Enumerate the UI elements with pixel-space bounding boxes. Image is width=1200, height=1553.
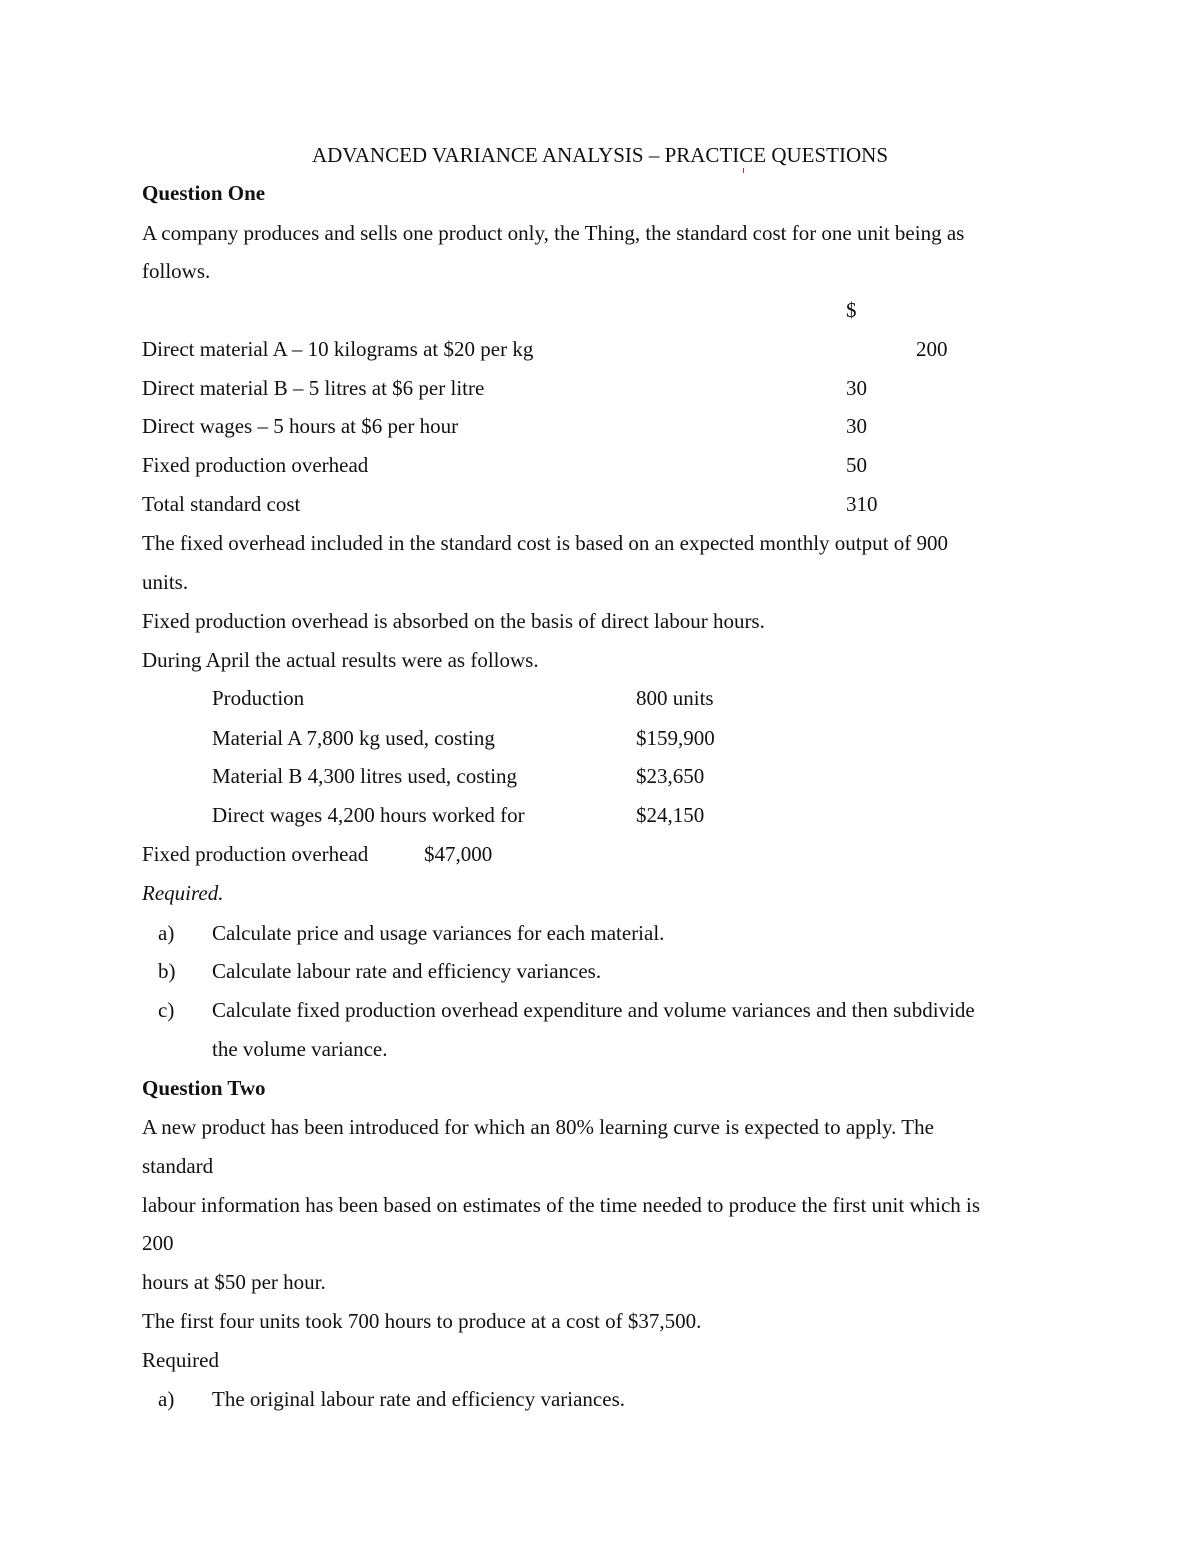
- cost-row-value: 30: [846, 376, 867, 400]
- cost-row-value: 30: [846, 414, 867, 438]
- q2-text-line: The first four units took 700 hours to produce at a cost of $37,500.: [142, 1309, 702, 1333]
- list-item: The original labour rate and efficiency variances.: [212, 1387, 625, 1411]
- q1-required-label: Required.: [142, 881, 224, 905]
- q2-text-line: 200: [142, 1231, 174, 1255]
- spelling-mark: [743, 168, 744, 173]
- cost-row-value: 50: [846, 453, 867, 477]
- cost-row-label: Direct material B – 5 litres at $6 per litre: [142, 376, 485, 400]
- absorbed-line: Fixed production overhead is absorbed on the basis of direct labour hours.: [142, 609, 765, 633]
- actual-row-label: Material A 7,800 kg used, costing: [212, 726, 495, 750]
- list-item: Calculate labour rate and efficiency variances.: [212, 959, 602, 983]
- question-one-heading: Question One: [142, 181, 266, 205]
- q2-text-line: labour information has been based on estimates of the time needed to produce the first unit which is: [142, 1193, 981, 1217]
- actual-row-value: $24,150: [636, 803, 705, 827]
- fixed-overhead-label: Fixed production overhead: [142, 842, 369, 866]
- list-letter: a): [158, 1387, 175, 1411]
- q2-text-line: hours at $50 per hour.: [142, 1270, 326, 1294]
- april-line: During April the actual results were as follows.: [142, 648, 539, 672]
- list-item: Calculate price and usage variances for each material.: [212, 921, 665, 945]
- cost-row-label: Total standard cost: [142, 492, 301, 516]
- q1-intro-line-2: follows.: [142, 259, 211, 283]
- cost-row-label: Direct wages – 5 hours at $6 per hour: [142, 414, 459, 438]
- q2-text-line: standard: [142, 1154, 214, 1178]
- page-title: ADVANCED VARIANCE ANALYSIS – PRACTICE QUESTIONS: [311, 143, 889, 167]
- actual-row-value: $159,900: [636, 726, 715, 750]
- cost-row-value: 310: [846, 492, 878, 516]
- actual-row-value: $23,650: [636, 764, 705, 788]
- list-item-continuation: the volume variance.: [212, 1037, 388, 1061]
- actual-row-label: Direct wages 4,200 hours worked for: [212, 803, 525, 827]
- fixed-overhead-value: $47,000: [424, 842, 493, 866]
- actual-row-label: Material B 4,300 litres used, costing: [212, 764, 518, 788]
- currency-header: $: [846, 298, 857, 322]
- cost-row-label: Fixed production overhead: [142, 453, 369, 477]
- overhead-line-2: units.: [142, 570, 189, 594]
- q1-intro-line-1: A company produces and sells one product only, the Thing, the standard cost for one unit being as: [142, 221, 965, 245]
- q2-required-label: Required: [142, 1348, 219, 1372]
- q2-text-line: A new product has been introduced for which an 80% learning curve is expected to apply. The: [142, 1115, 934, 1139]
- list-letter: c): [158, 998, 175, 1022]
- list-letter: a): [158, 921, 175, 945]
- actual-row-label: Production: [212, 686, 305, 710]
- overhead-line-1: The fixed overhead included in the standard cost is based on an expected monthly output of 900: [142, 531, 948, 555]
- question-two-heading: Question Two: [142, 1076, 266, 1100]
- cost-row-label: Direct material A – 10 kilograms at $20 per kg: [142, 337, 534, 361]
- cost-row-value: 200: [916, 337, 948, 361]
- list-letter: b): [158, 959, 176, 983]
- list-item: Calculate fixed production overhead expenditure and volume variances and then subdivide: [212, 998, 975, 1022]
- actual-row-value: 800 units: [636, 686, 714, 710]
